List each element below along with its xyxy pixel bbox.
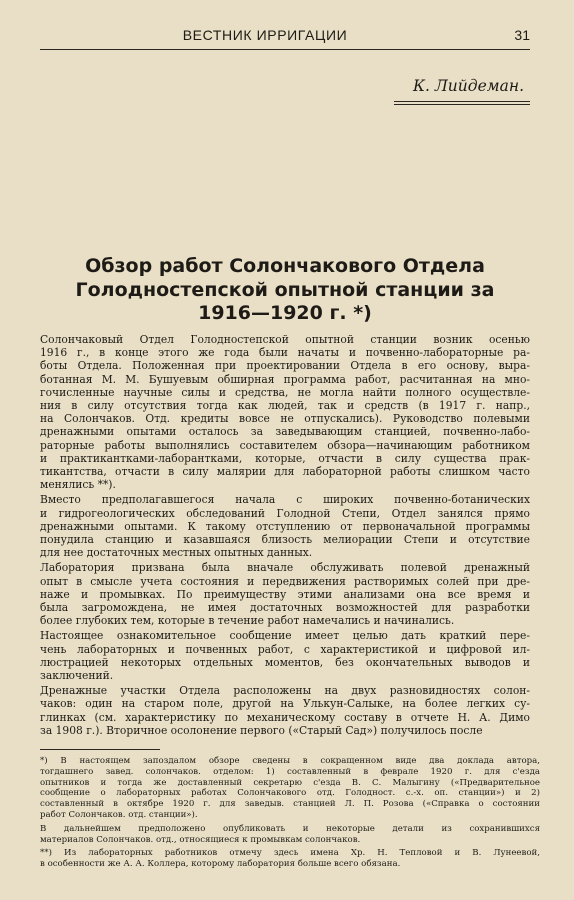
text-line: была загромождена, не имея достаточных возможностей для разработки (40, 601, 530, 615)
author-underline-secondary (394, 104, 530, 105)
text-line: *) В настоящем запоздалом обзоре сведены в сокращенном виде два доклада автора, (40, 756, 540, 766)
text-line: дренажными опытами. К такому отступлению от первоначальной программы (40, 519, 530, 533)
text-line: и практикантками-лаборантками, которые, отчасти в силу существа прак- (40, 451, 530, 465)
text-line: Лаборатория призвана была вначале обслуживать полевой дренажный (40, 561, 530, 575)
footnote (40, 848, 540, 870)
text-line: и гидрогеологических обследований Голодной Степи, Отдел занялся прямо (40, 506, 530, 520)
text-line: Солончаковый Отдел Голодностепской опытной станции возник осенью (40, 333, 530, 346)
text-line: сообщение о лабораторных работах Солончакового отд. Голодност. с.-х. оп. станции») и 2) (40, 788, 540, 799)
footnote-rule (40, 749, 160, 750)
journal-title: ВЕСТНИК ИРРИГАЦИИ (182, 27, 348, 43)
paragraph (40, 629, 530, 682)
text-line: Вместо предполагавшегося начала с широких почвенно-ботанических (40, 493, 530, 507)
text-line: понудила станцию и казавшаяся близость мелиорации Степи и отсутствие (40, 533, 530, 547)
text-line: чень лабораторных и почвенных работ, с характеристикой и цифровой ил- (40, 642, 530, 656)
title-line: Голодностепской опытной станции за (75, 278, 495, 301)
text-line: заключений. (40, 669, 114, 683)
paragraph (40, 684, 530, 737)
text-line: глинках (см. характеристику по механическому составу в отчете Н. А. Димо (40, 710, 530, 724)
text-line: 1916 г., в конце этого же года были начаты и почвенно-лабораторные ра- (40, 346, 530, 360)
text-line: составленный в октябре 1920 г. для заведыв. станцией Л. П. Розова («Справка о состоянии (40, 799, 540, 810)
text-line: наже и промывках. По преимуществу этими анализами она все время и (40, 587, 530, 601)
text-line: раторные работы выполнялись составителем обзора—начинающим работником (40, 438, 530, 452)
text-line: люстрацией некоторых отдельных моментов, без окончательных выводов и (40, 655, 530, 669)
text-line: Дренажные участки Отдела расположены на двух разновидностях солон- (40, 684, 530, 698)
title-line: 1916—1920 г. *) (198, 302, 372, 324)
text-line: работ Солончаков. отд. станции»). (40, 809, 198, 820)
text-line: тикантства, отчасти в силу малярии для лабораторной работы слишком часто (40, 465, 530, 479)
text-line: для нее достаточных местных опытных данных. (40, 546, 313, 560)
author-underline (394, 101, 530, 102)
text-line: **) Из лабораторных работников отмечу здесь имена Хр. Н. Тепловой и В. Лунеевой, (40, 848, 540, 859)
text-line: менялись **). (40, 478, 116, 492)
text-line: ния в силу отсутствия тогда как людей, так и средств (в 1917 г. напр., (40, 399, 530, 413)
text-line: за 1908 г.). Вторичное осолонение первого («Старый Сад») получилось после (40, 723, 483, 737)
text-line: опыт в смысле учета состояния и передвижения растворимых солей при дре- (40, 574, 530, 588)
paragraph (40, 333, 530, 491)
text-line: ботанная М. М. Бушуевым обширная программа работ, расчитанная на мно- (40, 372, 530, 386)
running-header (40, 27, 530, 49)
text-line: В дальнейшем предположено опубликовать и некоторые детали из сохранившихся (40, 823, 540, 834)
footnote (40, 756, 540, 821)
text-line: дренажными опытами осталось за заведывающим станцией, почвенно-лабо- (40, 425, 530, 439)
page-number: 31 (514, 27, 530, 43)
footnote (40, 824, 540, 846)
paragraph (40, 493, 530, 559)
footnotes (40, 756, 540, 873)
text-line: боты Отдела. Положенная при проектировании Отдела в его основу, выра- (40, 359, 530, 373)
text-line: на Солончаков. Отд. кредиты вовсе не отпускались). Руководство полевыми (40, 412, 530, 426)
article-body (40, 333, 530, 737)
header-rule (40, 49, 530, 50)
text-line: опытников и тогда же доставленный секретарю с'езда В. С. Малыгину («Предварительное (40, 777, 540, 788)
article-title (40, 255, 530, 326)
text-line: гочисленные научные силы и средства, не могла найти полного осуществле- (40, 385, 530, 399)
text-line: Настоящее ознакомительное сообщение имеет целью дать краткий пере- (40, 629, 530, 643)
title-line: Обзор работ Солончакового Отдела (85, 255, 485, 277)
text-line: в особенности же А. А. Коллера, которому лаборатория больше всего обязана. (40, 859, 401, 870)
text-line: тогдашнего завед. солончаков. отделом: 1) составленный в феврале 1920 г. для с'езда (40, 766, 540, 777)
author-name: К. Лийдеман. (413, 77, 524, 95)
text-line: материалов Солончаков. отд., относящиеся к промывкам солончаков. (40, 834, 361, 845)
text-line: чаков: один на старом поле, другой на Улькун-Салыке, на более легких су- (40, 697, 530, 711)
text-line: более глубоких тем, которые в течение работ намечались и начинались. (40, 614, 455, 628)
paragraph (40, 561, 530, 627)
